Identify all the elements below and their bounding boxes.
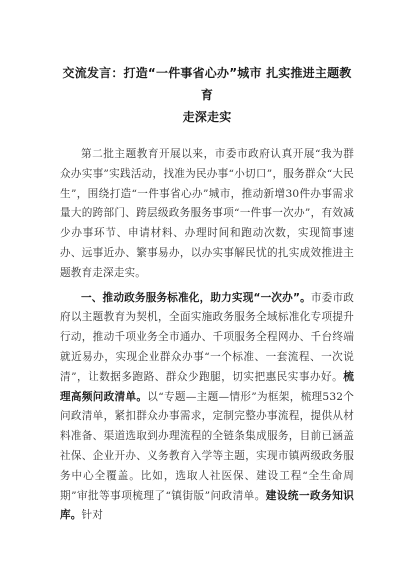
- subpoint-text-question-list: 以“专题—主题—情形”为框架，梳理532个问政清单，紧扣群众办事需求，定制完整办事流程，提供从材料准备、渠道选取到办理流程的全链条集成服务，目前已涵盖社保、企业开办、义务教育入学等主题，实现市镇两级政务服务中心全覆盖。比如，选取人社医保、建设工程“全生命周期”审批等事项梳理了“镇街版”问政清单。: [60, 390, 355, 502]
- section-one-paragraph: [60, 289, 354, 527]
- document-page: [60, 62, 354, 526]
- document-title: [60, 62, 354, 128]
- intro-paragraph: 第二批主题教育开展以来，市委市政府认真开展“我为群众办实事”实践活动，找准为民办事“小切口”，服务群众“大民生”，围绕打造“一件事省心办”城市，推动新增30件办事需求量大的跨部门、跨层级政务服务事项“一件事一次办”，有效减少办事环节、申请材料、办理时间和跑动次数，实现简事速办、远事近办、繁事易办，以办实事解民忧的扎实成效推进主题教育走深走实。: [60, 148, 354, 279]
- title-line-1: 交流发言：打造“一件事省心办”城市 扎实推进主题教育: [62, 66, 352, 102]
- subpoint-heading-question-list: 梳理高频问政清单。: [60, 370, 354, 403]
- section-one-heading: 一、推动政务服务标准化，助力实现“一次办”。: [81, 291, 311, 304]
- subpoint-heading-knowledge-base: 建设统一政务知识库。: [60, 489, 355, 522]
- title-line-2: 走深走实: [182, 110, 232, 124]
- section-one-text: 市委市政府以主题教育为契机，全面实施政务服务全域标准化专项提升行动，推动千项业务全市通办、千项服务全程网办、千台终端就近易办，实现企业群众办事“一个标准、一套流程、一次说清”，让数据多跑路、群众少跑腿，切实把惠民实事办好。: [60, 291, 354, 383]
- subpoint-text-knowledge-base: 针对: [81, 509, 103, 522]
